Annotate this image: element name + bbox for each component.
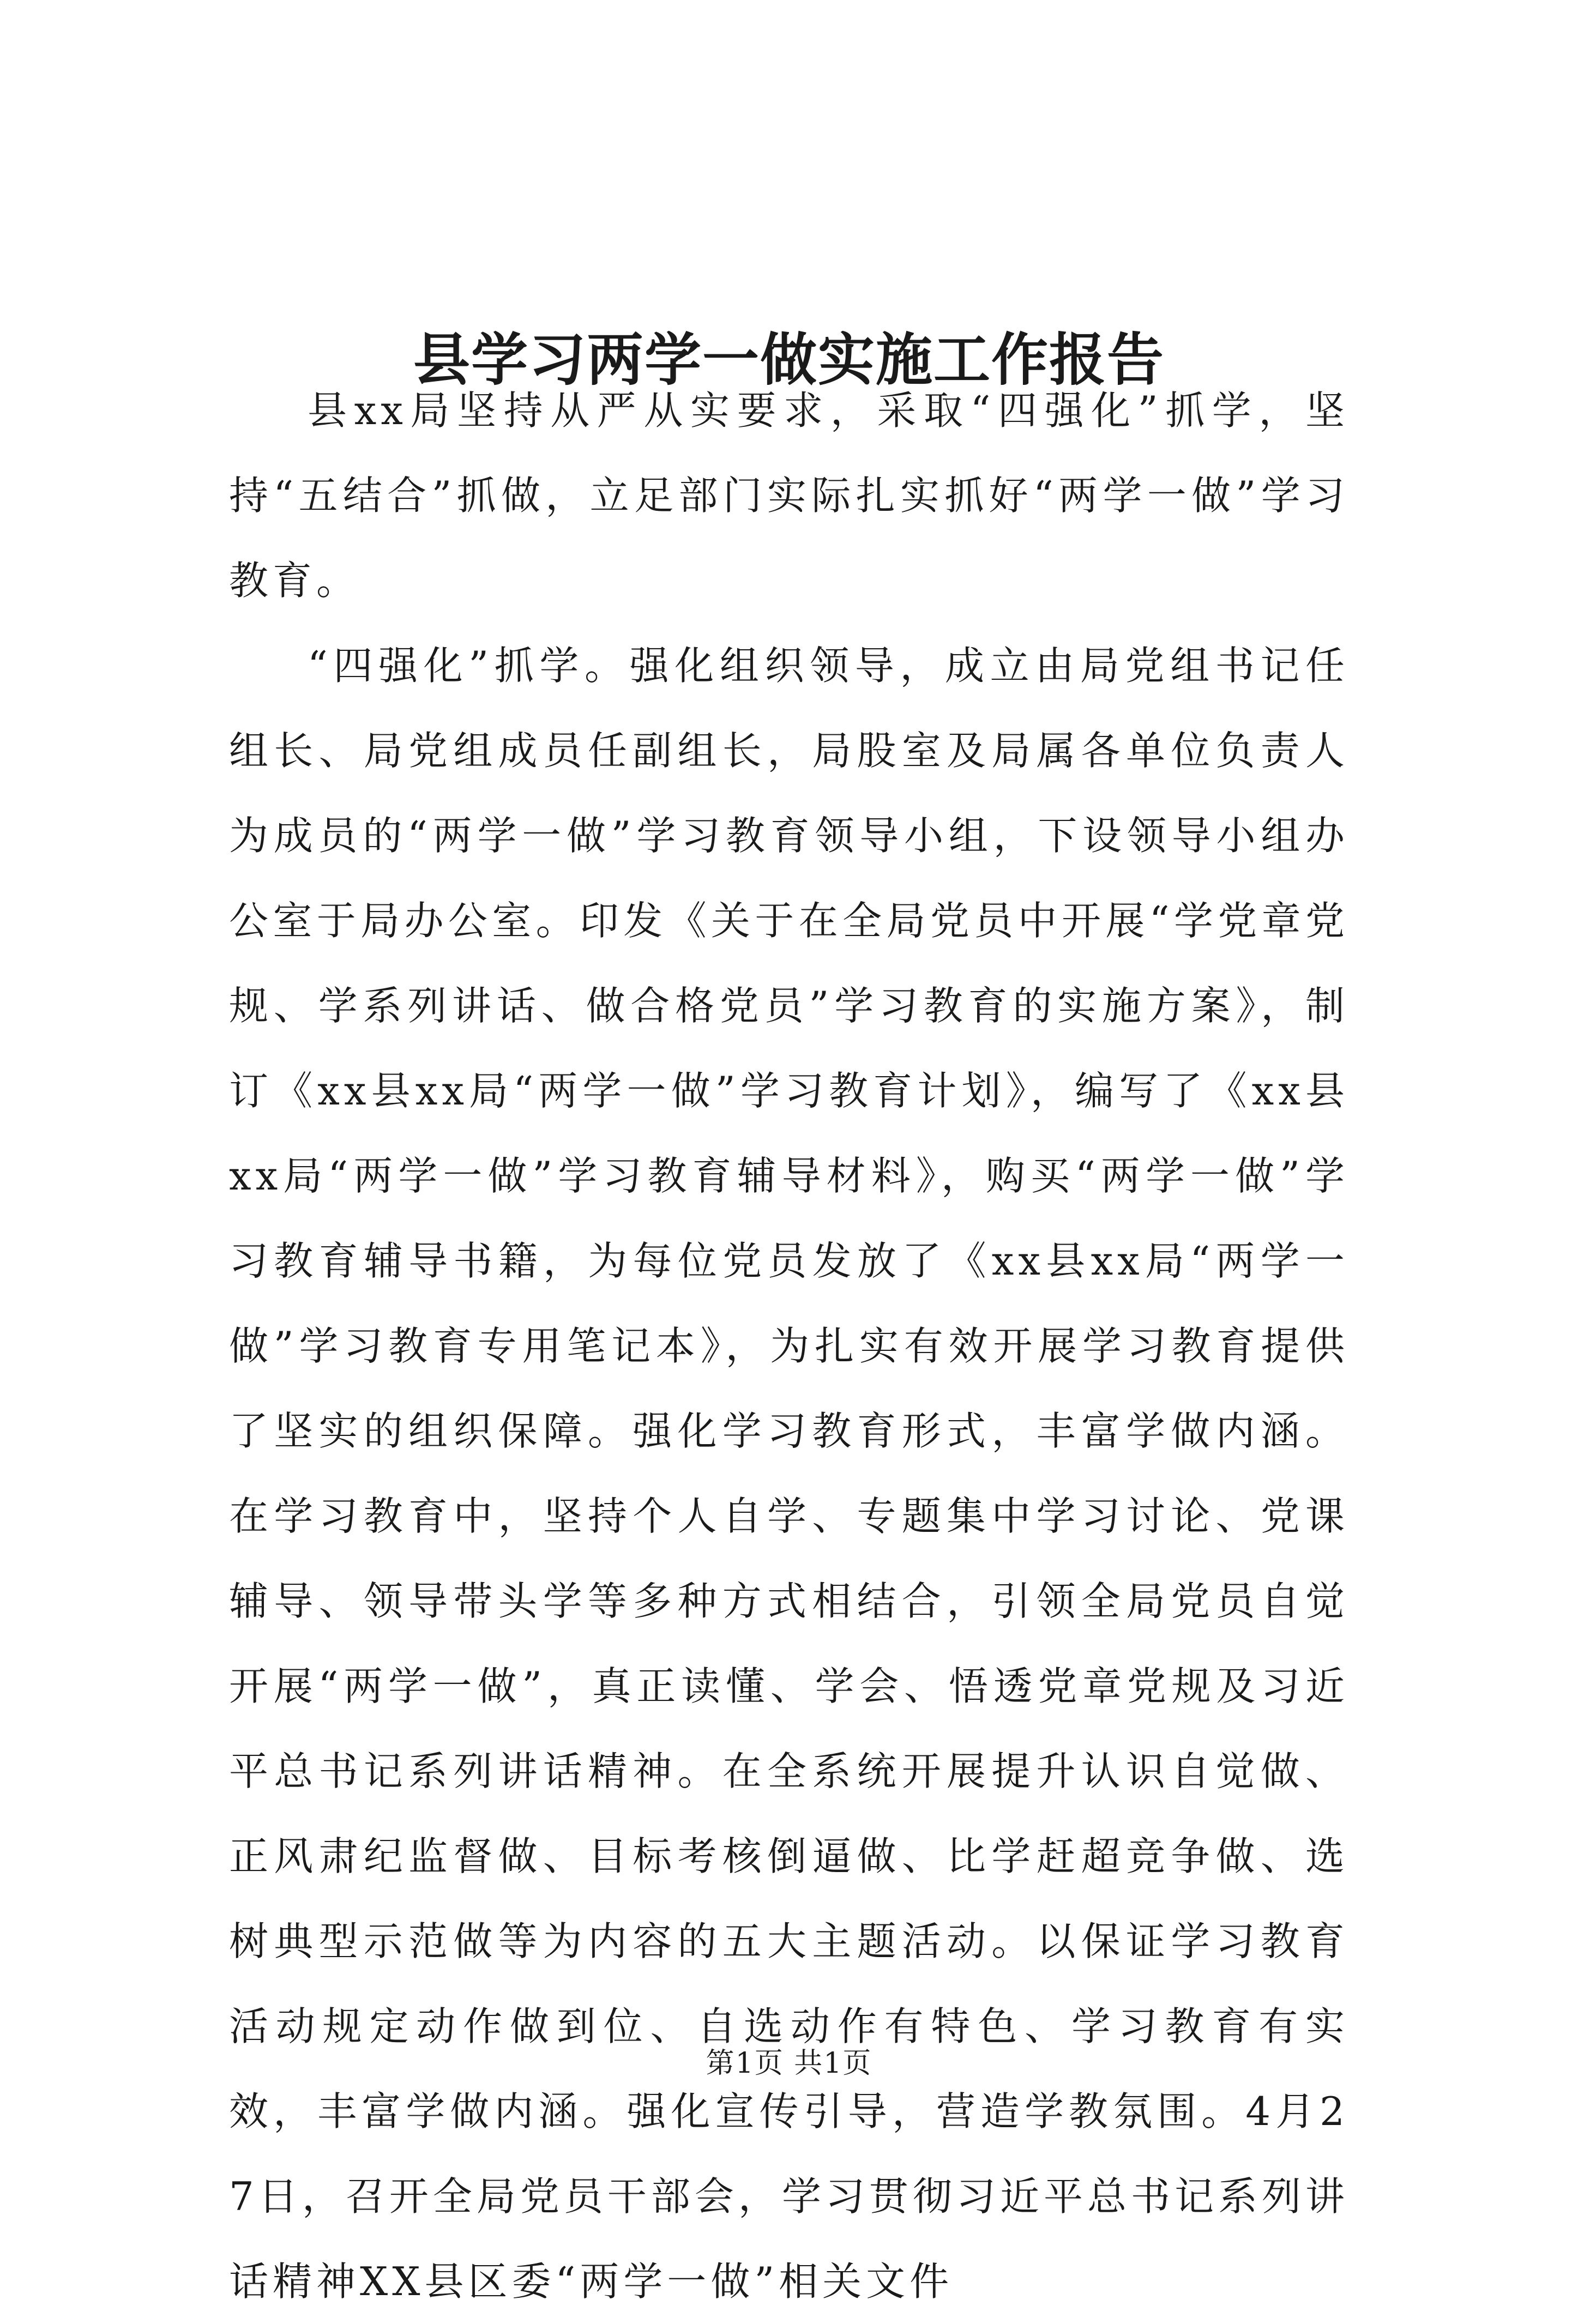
paragraph-intro: 县xx局坚持从严从实要求，采取“四强化”抓学，坚持“五结合”抓做，立足部门实际扎实抓好“两学一做”学习教育。 (229, 388, 1349, 603)
page-number-footer: 第1页 共1页 (706, 2047, 872, 2080)
document-body (229, 368, 1349, 2324)
paragraph-four-strengthen: “四强化”抓学。强化组织领导，成立由局党组书记任组长、局党组成员任副组长，局股室及局属各单位负责人为成员的“两学一做”学习教育领导小组，下设领导小组办公室于局办公室。印发《关于在全局党员中开展“学党章党规、学系列讲话、做合格党员”学习教育的实施方案》，制订《xx县xx局“两学一做”学习教育计划》，编写了《xx县xx局“两学一做”学习教育辅导材料》，购买“两学一做”学习教育辅导书籍，为每位党员发放了《xx县xx局“两学一做”学习教育专用笔记本》，为扎实有效开展学习教育提供了坚实的组织保障。强化学习教育形式，丰富学做内涵。在学习教育中，坚持个人自学、专题集中学习讨论、党课辅导、领导带头学等多种方式相结合，引领全局党员自觉开展“两学一做”，真正读懂、学会、悟透党章党规及习近平总书记系列讲话精神。在全系统开展提升认识自觉做、正风肃纪监督做、目标考核倒逼做、比学赶超竞争做、选树典型示范做等为内容的五大主题活动。以保证学习教育活动规定动作做到位、自选动作有特色、学习教育有实效，丰富学做内涵。强化宣传引导，营造学教氛围。4月27日，召开全局党员干部会，学习贯彻习近平总书记系列讲话精神XX县区委“两学一做”相关文件 (229, 643, 1349, 2304)
document-title: 县学习两学一做实施工作报告 (413, 325, 1165, 393)
